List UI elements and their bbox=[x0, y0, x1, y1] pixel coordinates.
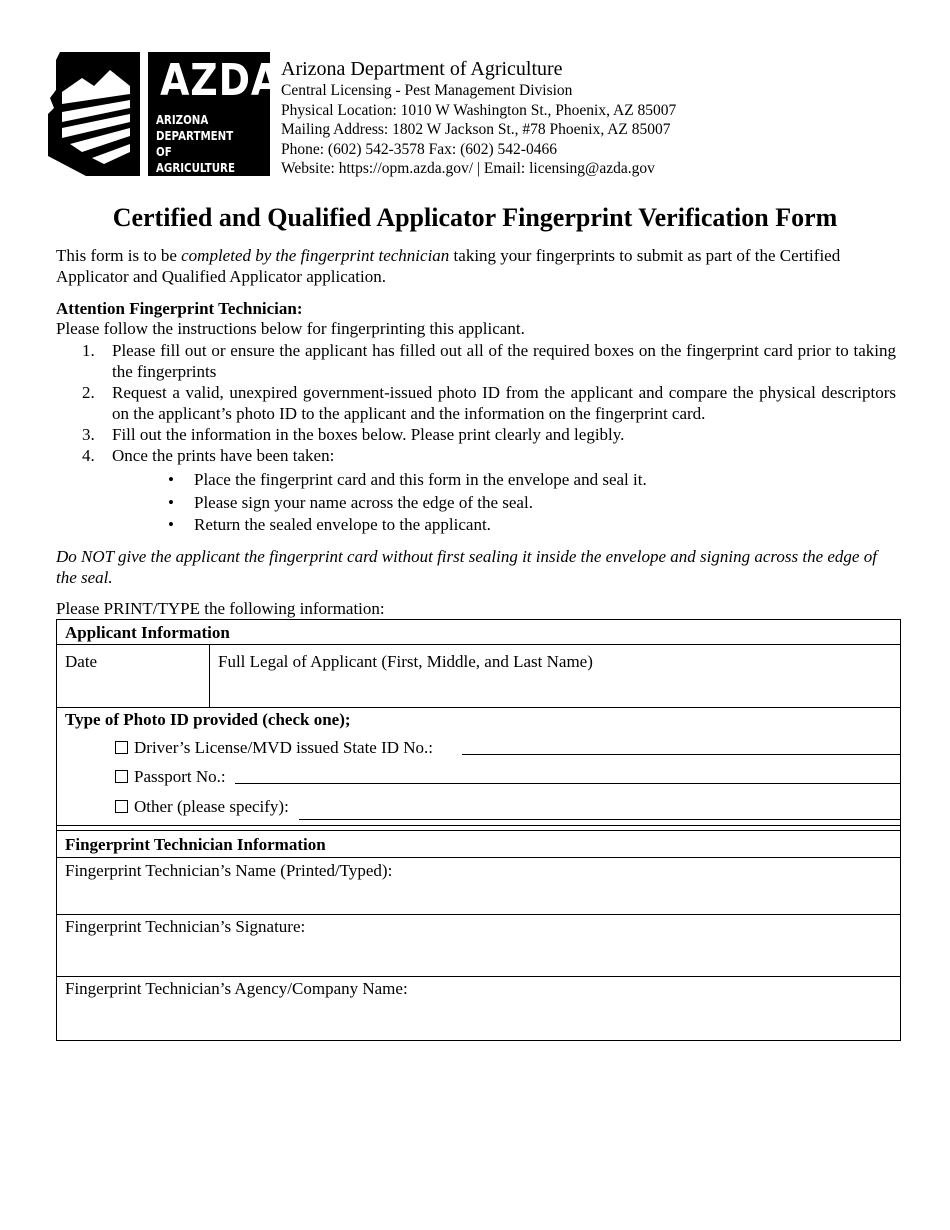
org-name: Arizona Department of Agriculture bbox=[281, 58, 563, 80]
drivers-license-number-line[interactable] bbox=[462, 754, 900, 755]
org-phone: Phone: (602) 542-3578 Fax: (602) 542-0466 bbox=[281, 140, 557, 158]
step-item bbox=[56, 382, 896, 424]
org-info bbox=[281, 57, 921, 179]
option-label: Passport No.: bbox=[134, 767, 226, 786]
date-field[interactable] bbox=[57, 644, 209, 707]
divider bbox=[57, 707, 900, 708]
bullet-text: Place the fingerprint card and this form in the envelope and seal it. bbox=[194, 470, 647, 489]
option-label: Other (please specify): bbox=[134, 797, 289, 816]
intro-text-end: taking your fingerprints to submit as part of the Certified Applicator and Qualified Applicator application. bbox=[56, 246, 841, 286]
org-mailing-address: Mailing Address: 1802 W Jackson St., #78 Phoenix, AZ 85007 bbox=[281, 121, 671, 138]
other-specify-line[interactable] bbox=[299, 819, 900, 820]
tech-agency-field[interactable] bbox=[57, 977, 899, 1039]
bullet-text: Return the sealed envelope to the applicant. bbox=[194, 515, 491, 534]
applicant-name-field[interactable] bbox=[211, 644, 899, 707]
instruction-steps bbox=[56, 340, 896, 466]
checkbox[interactable] bbox=[115, 770, 128, 783]
step-number: 1. bbox=[82, 341, 95, 360]
tech-info-header: Fingerprint Technician Information bbox=[65, 835, 326, 854]
tech-name-field[interactable] bbox=[57, 858, 899, 914]
bullet-item bbox=[166, 514, 647, 537]
logo-line-2: DEPARTMENT bbox=[156, 128, 234, 143]
intro-text: This form is to be bbox=[56, 246, 182, 265]
bullet-item bbox=[166, 492, 647, 515]
intro-paragraph bbox=[56, 245, 896, 287]
divider bbox=[57, 825, 900, 826]
intro-emphasis: completed by the fingerprint technician bbox=[181, 246, 450, 265]
azda-logo bbox=[48, 52, 281, 176]
step-item bbox=[56, 340, 896, 382]
step-text: Request a valid, unexpired government-issued photo ID from the applicant and compare the physical descriptors on the applicant’s photo ID to the applicant and the information on the fingerprint card. bbox=[112, 383, 896, 423]
step-text: Fill out the information in the boxes below. Please print clearly and legibly. bbox=[112, 425, 625, 444]
logo-line-3: OF AGRICULTURE bbox=[156, 144, 235, 175]
step-item bbox=[56, 424, 896, 445]
photo-id-header: Type of Photo ID provided (check one); bbox=[65, 710, 351, 729]
tech-agency-label: Fingerprint Technician’s Agency/Company Name: bbox=[65, 979, 408, 998]
bullet-item bbox=[166, 469, 647, 492]
bullet-icon: • bbox=[168, 470, 174, 489]
bullet-text: Please sign your name across the edge of the seal. bbox=[194, 492, 533, 512]
checkbox[interactable] bbox=[115, 800, 128, 813]
checkbox[interactable] bbox=[115, 741, 128, 754]
applicant-name-label: Full Legal of Applicant (First, Middle, and Last Name) bbox=[218, 652, 593, 671]
attention-subtitle: Please follow the instructions below for fingerprinting this applicant. bbox=[56, 319, 525, 338]
step-number: 3. bbox=[82, 425, 95, 444]
passport-number-line[interactable] bbox=[235, 783, 900, 784]
org-division: Central Licensing - Pest Management Division bbox=[281, 82, 573, 99]
logo-line-1: ARIZONA bbox=[156, 112, 209, 127]
step-item bbox=[56, 445, 896, 466]
divider bbox=[57, 830, 900, 831]
column-divider bbox=[209, 644, 210, 707]
logo-subtitle bbox=[156, 112, 249, 176]
logo-acronym: AZDA bbox=[160, 55, 281, 106]
tech-name-label: Fingerprint Technician’s Name (Printed/Typed): bbox=[65, 861, 393, 880]
option-label: Driver’s License/MVD issued State ID No.: bbox=[134, 738, 434, 757]
print-instruction: Please PRINT/TYPE the following information: bbox=[56, 599, 385, 618]
form-title: Certified and Qualified Applicator Fingerprint Verification Form bbox=[112, 203, 838, 232]
warning-note: Do NOT give the applicant the fingerprint card without first sealing it inside the envelope and signing across the edge of the seal. bbox=[56, 547, 877, 587]
drivers-license-option[interactable] bbox=[115, 737, 433, 758]
applicant-info-header: Applicant Information bbox=[65, 623, 230, 642]
tech-signature-label: Fingerprint Technician’s Signature: bbox=[65, 917, 306, 936]
step-number: 2. bbox=[82, 383, 95, 402]
other-option[interactable] bbox=[115, 796, 289, 817]
step-number: 4. bbox=[82, 446, 95, 465]
org-physical-address: Physical Location: 1010 W Washington St., Phoenix, AZ 85007 bbox=[281, 101, 677, 119]
passport-option[interactable] bbox=[115, 766, 226, 787]
step-text: Once the prints have been taken: bbox=[112, 446, 335, 465]
seal-instructions bbox=[166, 469, 647, 537]
verification-form-table bbox=[56, 619, 901, 1041]
date-label: Date bbox=[65, 652, 98, 671]
bullet-icon: • bbox=[168, 515, 174, 534]
step-text: Please fill out or ensure the applicant has filled out all of the required boxes on the fingerprint card prior to taking the fingerprints bbox=[112, 341, 896, 381]
tech-signature-field[interactable] bbox=[57, 915, 899, 976]
bullet-icon: • bbox=[168, 492, 174, 512]
org-website: Website: https://opm.azda.gov/ | Email: licensing@azda.gov bbox=[281, 160, 655, 177]
attention-heading: Attention Fingerprint Technician: bbox=[56, 299, 303, 318]
